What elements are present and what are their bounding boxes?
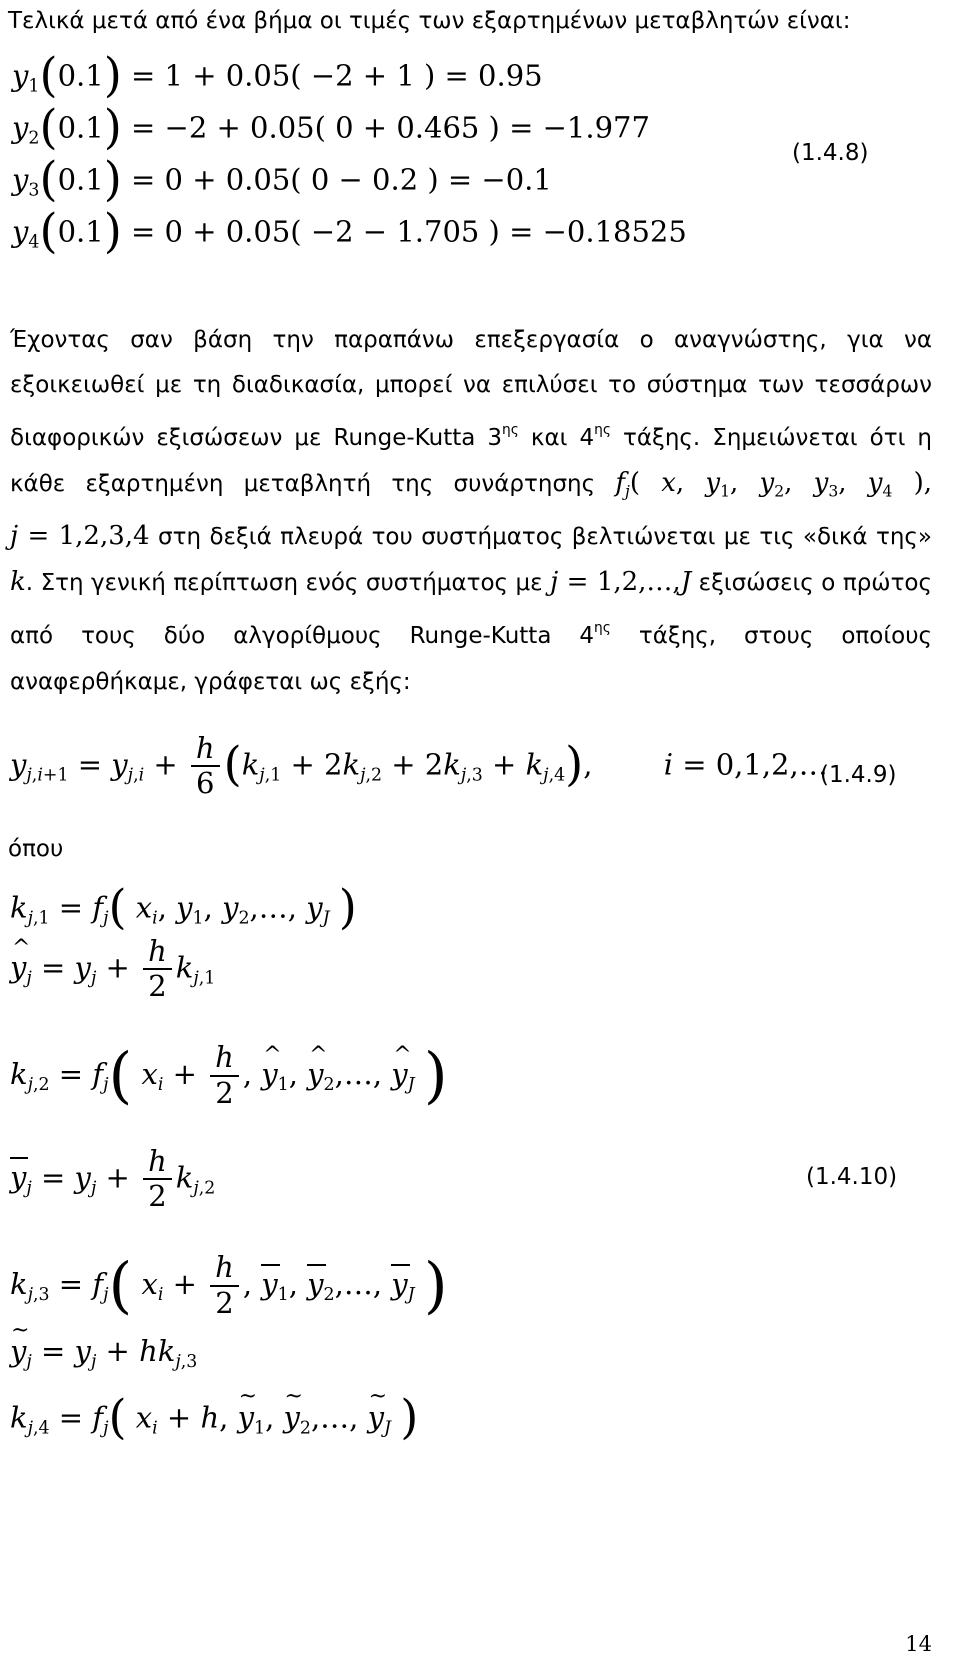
function-fj: $f_j$( x, $y_1$, $y_2$, $y_3$, $y_4$ ), bbox=[615, 468, 933, 501]
intro-line: Τελικά μετά από ένα βήμα οι τιμές των εξαρτημένων μεταβλητών είναι: bbox=[8, 8, 851, 34]
eq-1-4-8-rhs-1: = 1 + 0.05( −2 + 1 ) = 0.95 bbox=[131, 58, 543, 93]
eq-1-4-8-number: (1.4.8) bbox=[792, 140, 869, 166]
para-part-6: εξισώσεις ο πρώτος από τους δύο αλγορίθμους Runge-Kutta 4 bbox=[10, 570, 932, 650]
eq-yhat: y $\^{}_j = y_j$ + $\frac{h}{2}$ $k_{j,1}$ bbox=[10, 935, 215, 1004]
opou-label: όπου bbox=[8, 836, 64, 862]
k-symbol: k bbox=[10, 567, 26, 598]
para-part-1: Έχοντας σαν βάση την παραπάνω επεξεργασία ο αναγνώστης, για να εξοικειωθεί με τη διαδικασία, μπορεί να επιλύσει το σύστημα των τεσσάρων διαφορικών εξισώσεων με Runge-Kutta 3 bbox=[10, 327, 932, 452]
eq-1-4-8-rhs-4: = 0 + 0.05( −2 − 1.705 ) = −0.18525 bbox=[131, 214, 687, 249]
eq-k1: $k_{j,1} = f_j$( $x_i$, $y_1$, $y_2,\dots$, $y_J$ ) bbox=[10, 880, 357, 934]
page-number: 14 bbox=[905, 1632, 932, 1656]
para-part-3: τάξης. Σημειώνεται ότι η κάθε εξαρτημένη μεταβλητή της συνάρτησης bbox=[10, 425, 932, 498]
eq-1-4-8-line-4: $y_4(0.1) = 0 + 0.05( -2 - 1.705$ ) = −0.18525 bbox=[12, 204, 687, 258]
eq-k3: $k_{j,3} = f_j$( $x_i$ + $\frac{h}{2}$ , $y_1$, $y_2,\dots$, $y_J$ ) bbox=[10, 1250, 448, 1321]
eq-1-4-8-line-3: $y_3(0.1) = 0 + 0.05$( 0 − 0.2 ) = −0.1 bbox=[12, 152, 552, 206]
para-part-4: στη δεξιά πλευρά του συστήματος βελτιώνεται με τις «δικά της» bbox=[158, 524, 933, 551]
eq-k4: $k_{j,4} = f_j$( $x_i + h$, y $\sim_1$, y $\sim_2,\dots$, y $\sim_J$ ) bbox=[10, 1390, 418, 1444]
eq-1-4-10-number: (1.4.10) bbox=[806, 1164, 898, 1190]
j-range: j = 1,2,3,4 bbox=[10, 521, 150, 552]
eq-1-4-8-rhs-2: = −2 + 0.05( 0 + 0.465 ) = −1.977 bbox=[131, 110, 650, 145]
eq-1-4-9: $y_{j,i+1} = y_{j,i}$ + $\frac{h}{6}$ $(k_{j,1} + 2k_{j,2} + 2k_{j,3} + k_{j,4})$, i = 0,1,2,… bbox=[10, 731, 828, 801]
eq-1-4-8-line-2: $y_2(0.1) = -2 + 0.05$( 0 + 0.465 ) = −1.977 bbox=[12, 100, 650, 154]
para-part-2: και 4 bbox=[518, 425, 595, 452]
j-general-range: j = 1,2,…,J bbox=[550, 567, 692, 598]
eq-1-4-8-line-1: $y_1(0.1) = 1 + 0.05( -2 + 1$ ) = 0.95 bbox=[12, 48, 543, 102]
para-part-7: τάξης, στους οποίους αναφερθήκαμε, γράφεται ως εξής: bbox=[10, 623, 932, 695]
para-sup-1: ης bbox=[502, 422, 519, 438]
para-sup-2: ης bbox=[594, 422, 611, 438]
body-paragraph bbox=[10, 318, 932, 705]
eq-ytilde: y $\sim_j = y_j + hk_{j,3}$ bbox=[10, 1334, 197, 1372]
para-sup-3: ης bbox=[594, 620, 611, 637]
eq-k2: $k_{j,2} = f_j$( $x_i$ + $\frac{h}{2}$ , y $\^{}_1$, y $\^{}_2,\dots$, y $\^{}_J$ ) bbox=[10, 1040, 448, 1111]
eq-1-4-8-rhs-3: = 0 + 0.05( 0 − 0.2 ) = −0.1 bbox=[131, 162, 552, 197]
eq-1-4-9-number: (1.4.9) bbox=[820, 762, 897, 788]
para-part-5: . Στη γενική περίπτωση ενός συστήματος με bbox=[25, 570, 543, 597]
eq-ybar: $y_j = y_j$ + $\frac{h}{2}$ $k_{j,2}$ bbox=[10, 1144, 216, 1214]
